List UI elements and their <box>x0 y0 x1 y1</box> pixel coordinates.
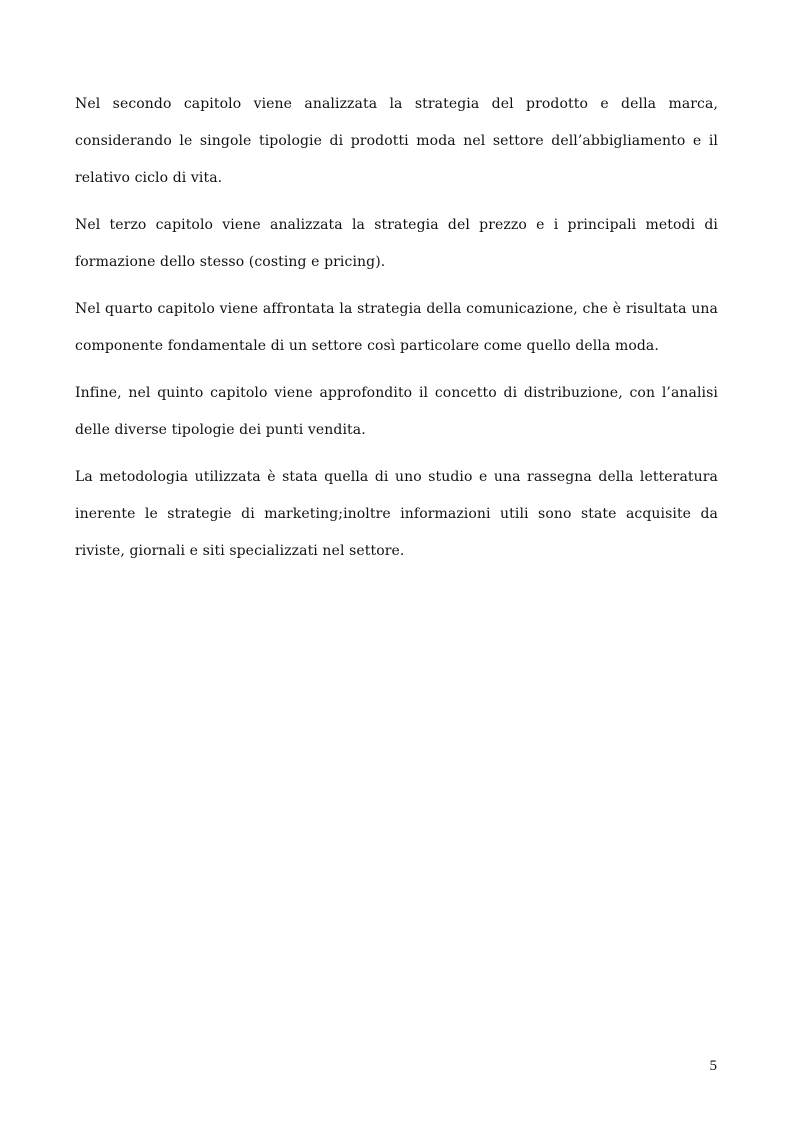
paragraph-communication-strategy: Nel quarto capitolo viene affrontata la strategia della comunicazione, che è risultata una componente fondamentale di un settore così particolare come quello della moda. <box>75 301 718 354</box>
paragraph-methodology: La metodologia utilizzata è stata quella di uno studio e una rassegna della letteratura inerente le strategie di marketing;inoltre informazioni utili sono state acquisite da riviste, giornali e siti specializzati nel settore. <box>75 469 718 559</box>
paragraph-product-strategy: Nel secondo capitolo viene analizzata la strategia del prodotto e della marca, considerando le singole tipologie di prodotti moda nel settore dell’abbigliamento e il relativo ciclo di vita. <box>75 96 718 186</box>
page-number: 5 <box>709 1058 717 1074</box>
body-text <box>75 86 718 580</box>
paragraph-price-strategy: Nel terzo capitolo viene analizzata la strategia del prezzo e i principali metodi di formazione dello stesso (costing e pricing). <box>75 217 718 270</box>
paragraph-distribution: Infine, nel quinto capitolo viene approfondito il concetto di distribuzione, con l’analisi delle diverse tipologie dei punti vendita. <box>75 385 718 438</box>
